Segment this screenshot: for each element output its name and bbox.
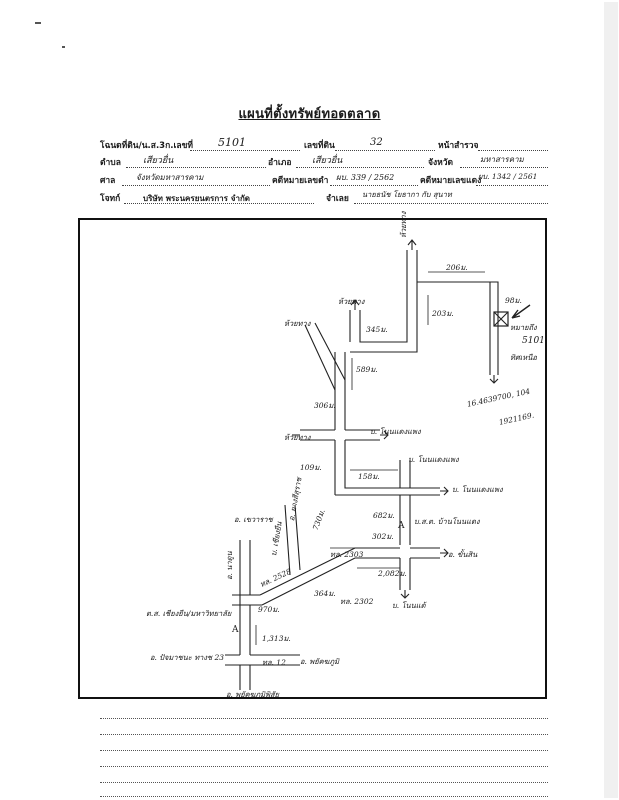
footer-line <box>100 782 548 783</box>
map-label-seg302: 302ม. <box>372 532 394 541</box>
map-label-village1: บ. โนนแดงแพง <box>370 427 421 436</box>
map-label-village14: อ. พยัคฆภูมิพิสัย <box>226 690 279 699</box>
road-line <box>400 495 410 545</box>
map-label-village9: อ. ยางสีสุราช <box>286 476 304 522</box>
map-label-seg1313: 1,313ม. <box>262 634 291 643</box>
map-label-seg589: 589ม. <box>356 365 378 374</box>
map-label-seg2082: 2,082ม. <box>378 569 407 578</box>
road-line <box>240 665 250 690</box>
road-line <box>305 323 345 390</box>
road-line <box>300 430 380 440</box>
map-label-north-mid: ห้วยทาง <box>338 297 365 306</box>
map-label-road2302: ทล. 2302 <box>340 597 374 606</box>
arrow-icon <box>401 590 409 598</box>
map-label-seg109: 109ม. <box>300 463 322 472</box>
arrow-icon <box>408 240 416 250</box>
map-label-seg682: 682ม. <box>373 511 395 520</box>
map-label-coord1: 16.4639700, 104 <box>466 386 531 409</box>
road-line <box>355 548 440 558</box>
red-case-value: ผบ. 1342 / 2561 <box>478 172 538 181</box>
map-label-road12: ทล. 12 <box>262 658 286 667</box>
footer-line <box>100 766 548 767</box>
footer-line <box>100 796 548 797</box>
land-no-value: 32 <box>370 137 383 148</box>
black-case-value: ผบ. 339 / 2562 <box>336 173 395 182</box>
marker-a: A <box>398 521 405 531</box>
footer-line <box>100 750 548 751</box>
defendant-label: จำเลย <box>326 194 349 204</box>
map-label-seg158: 158ม. <box>358 472 380 481</box>
map-label-road2303: ทล. 2303 <box>330 550 364 559</box>
map-label-seg730: 730ม. <box>310 507 327 532</box>
map-label-village2: บ. โนนแดงแพง <box>408 455 459 464</box>
map-label-seg203: 203ม. <box>432 309 454 318</box>
arrow-icon <box>440 487 448 495</box>
land-no-label: เลขที่ดิน <box>304 141 335 151</box>
map-label-coord2: 1921169. <box>498 410 535 427</box>
footer-line <box>100 734 548 735</box>
map-label-north-top: ห้วยทาง <box>399 211 408 238</box>
black-case-label: คดีหมายเลขดำ <box>272 176 329 186</box>
red-case-label: คดีหมายเลขแดง <box>420 176 482 186</box>
map-label-mark-note: ทิศเหนือ <box>510 353 537 362</box>
plaintiff-value: บริษัท พระนครยนตรการ จำกัด <box>143 194 250 203</box>
court-value: จังหวัดมหาสารคาม <box>136 173 204 182</box>
footer-line <box>100 718 548 719</box>
court-label: ศาล <box>100 176 116 186</box>
map-label-village3: บ. โนนแดงแพง <box>452 485 503 494</box>
subdistrict-label: ตำบล <box>100 158 121 168</box>
district-label: อำเภอ <box>268 158 292 168</box>
map-label-village8: บ. เชียงยืน <box>268 520 284 557</box>
map-label-village13: อ. พยัคฆภูมิ <box>300 657 340 666</box>
defendant-value: นายธนัช โยธากา กับ สุนาท <box>362 190 452 199</box>
subdistrict-value: เสียวยื่น <box>143 156 174 166</box>
deed-value: 5101 <box>218 136 246 149</box>
property-box-cross <box>494 312 508 326</box>
map-label-property: หมายถึง <box>510 323 537 332</box>
map-label-village5: อ. ขั้นสิน <box>448 550 478 559</box>
map-label-seg206: 206ม. <box>446 263 468 272</box>
map-label-village6: บ. โนนแต้ <box>392 601 426 610</box>
arrow-icon <box>490 375 498 383</box>
map-label-village4: บ.ส.ต. บ้านโนนแดง <box>414 517 480 526</box>
road-line <box>490 282 498 375</box>
map-label-village10: อ. นาดูน <box>225 551 234 580</box>
road-line <box>335 440 440 495</box>
arrow-icon <box>440 549 448 557</box>
map-label-property-no: 5101 <box>522 336 545 346</box>
page-title: แผนที่ตั้งทรัพย์ทอดตลาด <box>238 107 381 122</box>
map-label-left-mid: ห้วยทาง <box>284 433 311 442</box>
province-label: จังหวัด <box>428 158 454 168</box>
map-label-road2528: ทล. 2528 <box>258 566 293 590</box>
map-label-seg345: 345ม. <box>366 325 388 334</box>
district-value: เสียวยื่น <box>312 156 343 166</box>
map-label-seg970: 970ม. <box>258 605 280 614</box>
map-label-seg98: 98ม. <box>505 296 522 305</box>
map-label-left-top: ห้วยทาง <box>284 319 311 328</box>
province-value: มหาสารคาม <box>480 155 524 164</box>
road-line <box>240 540 250 655</box>
map-label-village11: ต.ส. เชียงยืน/มหาวิทยาลัย <box>146 609 232 618</box>
survey-label: หน้าสำรวจ <box>438 141 479 151</box>
marker-a: A <box>232 625 239 635</box>
map-label-seg306: 306ม. <box>314 401 336 410</box>
deed-label: โฉนดที่ดิน/น.ส.3ก.เลขที่ <box>100 141 193 151</box>
map-label-village12: อ. ปัจมาชนะ ทางช 23 <box>150 653 225 662</box>
map-label-village7: อ. เขวาราช <box>234 515 273 524</box>
map-label-seg364: 364ม. <box>314 589 336 598</box>
plaintiff-label: โจทก์ <box>100 194 121 204</box>
